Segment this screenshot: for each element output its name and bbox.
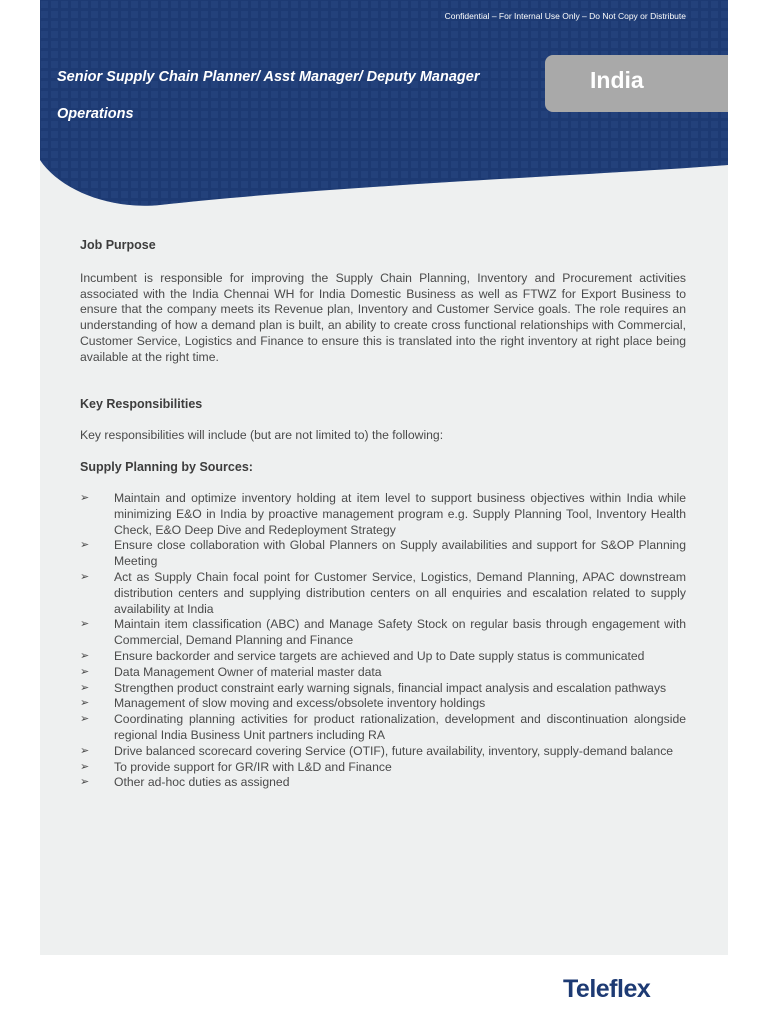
list-item: ➢ Strengthen product constraint early warning signals, financial impact analysis and escalation pathways xyxy=(80,680,667,695)
list-item: ➢ Act as Supply Chain focal point for Customer Service, Logistics, Demand Planning, APAC downstream distribution centers and supplying distribution centers on all enquiries and escalation related to supply availability at India xyxy=(80,569,686,616)
arrow-bullet-icon: ➢ xyxy=(80,539,90,552)
list-item: ➢ Drive balanced scorecard covering Service (OTIF), future availability, inventory, supply-demand balance xyxy=(80,743,674,758)
job-purpose-text: Incumbent is responsible for improving the Supply Chain Planning, Inventory and Procurement activities associated with the India Chennai WH for India Domestic Business as well as FTWZ for Export Business to ensure that the company meets its Revenue plan, Inventory and Customer Service goals. The role requires an understanding of how a demand plan is built, an ability to create cross functional relationships with Commercial, Customer Service, Logistics and Finance to ensure this is translated into the right inventory at right place being available at the right time. xyxy=(80,270,686,364)
list-item: ➢ Coordinating planning activities for product rationalization, development and discontinuation alongside regional India Business Unit partners including RA xyxy=(80,712,686,742)
job-title: Senior Supply Chain Planner/ Asst Manager/ Deputy Manager xyxy=(57,69,480,85)
arrow-bullet-icon: ➢ xyxy=(80,570,90,583)
list-item: ➢ Ensure backorder and service targets are achieved and Up to Date supply status is communicated xyxy=(80,648,645,663)
arrow-bullet-icon: ➢ xyxy=(80,491,90,504)
key-responsibilities-heading: Key Responsibilities xyxy=(80,396,203,411)
arrow-bullet-icon: ➢ xyxy=(80,760,90,773)
arrow-bullet-icon: ➢ xyxy=(80,618,90,631)
arrow-bullet-icon: ➢ xyxy=(80,681,90,694)
responsibilities-list xyxy=(80,491,686,791)
arrow-bullet-icon: ➢ xyxy=(80,697,90,710)
arrow-bullet-icon: ➢ xyxy=(80,776,90,789)
list-item: ➢ Management of slow moving and excess/obsolete inventory holdings xyxy=(80,696,486,711)
key-responsibilities-intro: Key responsibilities will include (but are not limited to) the following: xyxy=(80,428,444,443)
arrow-bullet-icon: ➢ xyxy=(80,649,90,662)
list-item: ➢ Maintain and optimize inventory holding at item level to support business objectives within India while minimizing E&O in India by proactive management program e.g. Supply Planning Tool, Inventory Health Check, E&O Deep Dive and Redeployment Strategy xyxy=(80,490,686,537)
arrow-bullet-icon: ➢ xyxy=(80,744,90,757)
list-item: ➢ To provide support for GR/IR with L&D and Finance xyxy=(80,759,392,774)
list-item: ➢ Ensure close collaboration with Global Planners on Supply availabilities and support for S&OP Planning Meeting xyxy=(80,538,686,569)
job-purpose-heading: Job Purpose xyxy=(80,238,156,252)
confidential-notice: Confidential – For Internal Use Only – Do Not Copy or Distribute xyxy=(444,11,686,21)
teleflex-logo: Teleflex xyxy=(563,975,651,1003)
supply-planning-subheading: Supply Planning by Sources: xyxy=(80,460,253,475)
location-text: India xyxy=(590,67,644,93)
list-item: ➢ Maintain item classification (ABC) and Manage Safety Stock on regular basis through engagement with Commercial, Demand Planning and Finance xyxy=(80,617,686,648)
arrow-bullet-icon: ➢ xyxy=(80,665,90,678)
list-item: ➢ Data Management Owner of material master data xyxy=(80,664,382,679)
list-item: ➢ Other ad-hoc duties as assigned xyxy=(80,775,290,790)
arrow-bullet-icon: ➢ xyxy=(80,713,90,726)
location-badge xyxy=(545,55,728,112)
document-content xyxy=(80,238,686,791)
job-department: Operations xyxy=(57,106,134,122)
